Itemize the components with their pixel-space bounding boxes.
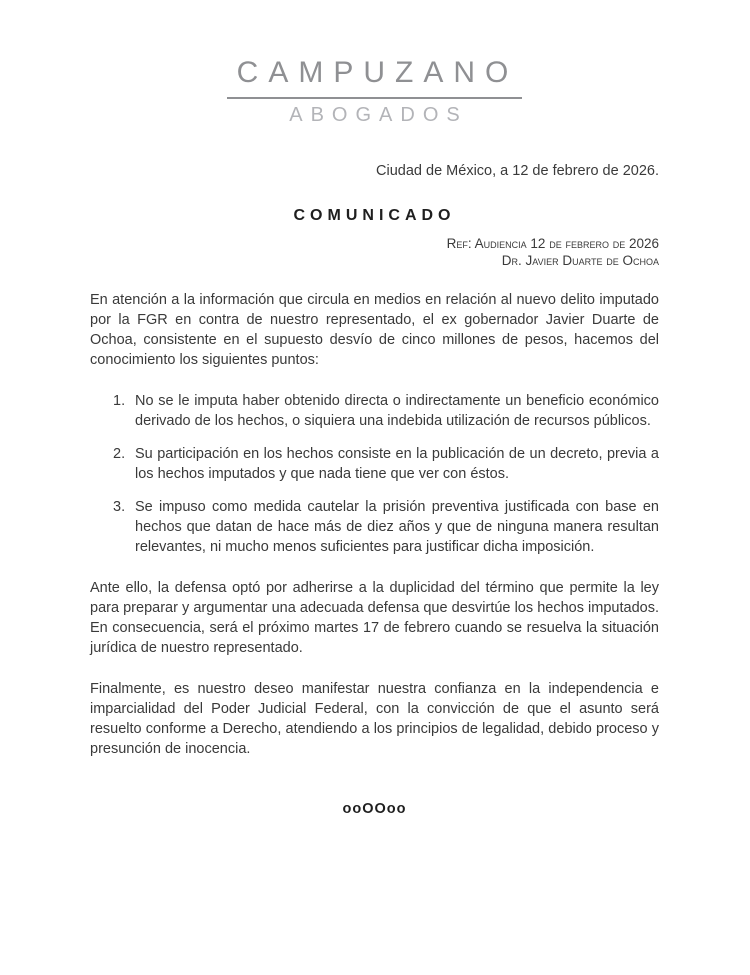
list-item-number: 2. bbox=[113, 446, 126, 462]
numbered-list bbox=[90, 391, 659, 557]
paragraph-resolution: Ante ello, la defensa optó por adherirse a la duplicidad del término que permite la ley para preparar y argumentar una adecuada defensa que desvirtúe los hechos imputados. En consecuencia, será el próximo martes 17 de febrero cuando se resuelva la situación jurídica de nuestro representado. bbox=[90, 580, 659, 656]
list-item-number: 3. bbox=[113, 499, 126, 515]
end-mark: ooOOoo bbox=[342, 801, 407, 817]
reference-block bbox=[90, 235, 659, 269]
intro-paragraph: En atención a la información que circula en medios en relación al nuevo delito imputado por la FGR en contra de nuestro representado, el ex gobernador Javier Duarte de Ochoa, consistente en el supuesto desvío de cinco millones de pesos, hacemos del conocimiento los siguientes puntos: bbox=[90, 292, 659, 368]
list-item bbox=[113, 497, 659, 557]
list-item-text: Se impuso como medida cautelar la prisión preventiva justificada con base en hechos que datan de hace más de diez años y que de ninguna manera resultan relevantes, ni mucho menos suficientes para justificar dicha imposición. bbox=[135, 499, 659, 555]
list-item-text: Su participación en los hechos consiste en la publicación de un decreto, previa a los hechos imputados y que nada tiene que ver con éstos. bbox=[135, 446, 659, 482]
list-item-number: 1. bbox=[113, 393, 126, 409]
dateline: Ciudad de México, a 12 de febrero de 2026. bbox=[376, 163, 659, 179]
logo-firm-subtitle: ABOGADOS bbox=[289, 104, 468, 126]
letterhead-logo bbox=[90, 0, 659, 127]
list-item-text: No se le imputa haber obtenido directa o indirectamente un beneficio económico derivado de los hechos, o siquiera una indebida utilización de recursos públicos. bbox=[135, 393, 659, 429]
reference-line-client: Dr. Javier Duarte de Ochoa bbox=[501, 253, 659, 268]
reference-line-audiencia: Ref: Audiencia 12 de febrero de 2026 bbox=[446, 236, 659, 251]
list-item bbox=[113, 391, 659, 431]
list-item bbox=[113, 444, 659, 484]
paragraph-closing: Finalmente, es nuestro deseo manifestar nuestra confianza en la independencia e imparcialidad del Poder Judicial Federal, con la convicción de que el asunto será resuelto conforme a Derecho, atendiendo a los principios de legalidad, debido proceso y presunción de inocencia. bbox=[90, 681, 659, 757]
document-title: COMUNICADO bbox=[293, 207, 456, 224]
logo-firm-name: CAMPUZANO bbox=[227, 56, 523, 99]
